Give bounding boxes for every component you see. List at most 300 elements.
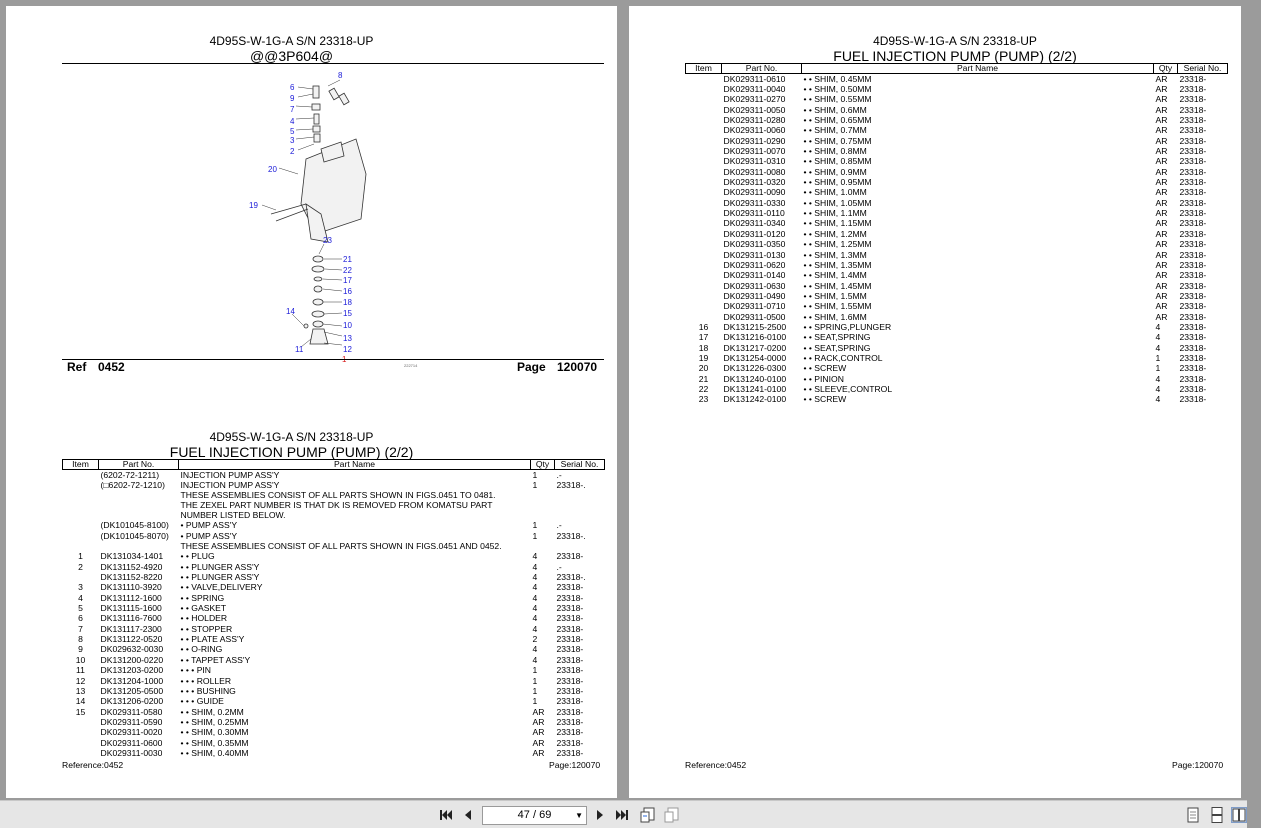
cell-qty: 1 [532,685,538,696]
table-row [686,94,1228,104]
cell-part-no: DK029311-0090 [723,187,786,198]
cell-item [686,84,722,94]
cell-qty: 4 [532,603,538,614]
cell-part-name: • • SHIM, 0.75MM [803,135,872,146]
table-row [63,520,605,530]
cell-serial: 23318- [1179,218,1207,229]
table-row [63,572,605,582]
table-row [63,707,605,717]
cell-item [686,281,722,291]
cell-qty: AR [532,716,545,727]
table-header-row [686,64,1228,74]
cell-item [686,167,722,177]
table-row [686,156,1228,166]
cell-part-name: • • PINION [803,373,844,384]
cell-part-name: • • PLATE ASS'Y [180,634,245,645]
col-header-part-no: Part No. [722,64,802,74]
single-page-view-button[interactable] [1185,807,1201,823]
callout-11: 11 [295,345,304,354]
parts-table-right [685,63,1228,405]
table-row [686,84,1228,94]
cell-part-name: • • SHIM, 0.30MM [180,727,249,738]
table-row [63,717,605,727]
cell-item [63,717,99,727]
right-page [629,6,1241,798]
cell-part-no: DK029311-0040 [723,84,786,94]
table-row [686,125,1228,135]
cell-item: 18 [698,342,709,353]
cell-serial: 23318-. [556,530,586,541]
cell-item [686,301,722,311]
diagram-code-mark: 222714 [404,363,418,368]
cell-part-name: • • SHIM, 0.7MM [803,125,867,136]
cell-serial: 23318- [1179,208,1207,219]
cell-part-name: • PUMP ASS'Y [180,530,238,541]
cell-part-no: DK131115-1600 [100,603,162,614]
cell-item [686,187,722,197]
table-row [63,531,605,541]
cell-item: 20 [698,363,709,374]
table-row [686,74,1228,85]
cell-part-name: • • SHIM, 0.8MM [803,146,867,157]
cell-part-name: • • SHIM, 0.65MM [803,115,872,126]
table-row [63,738,605,748]
table-row [63,665,605,675]
cell-item [686,270,722,280]
cell-serial: 23318- [556,623,584,634]
cell-qty: AR [1155,125,1168,136]
cell-part-no: DK029311-0590 [100,716,163,727]
cell-qty: AR [532,727,545,738]
single-page-view-icon [1187,807,1199,823]
cell-part-name: • • SHIM, 0.40MM [180,747,249,758]
table-row [686,353,1228,363]
cell-part-no: DK029311-0350 [723,239,786,250]
cell-part-no: DK131242-0100 [723,394,787,405]
cell-part-no: DK029311-0320 [723,177,786,188]
cell-serial: 23318- [556,582,584,593]
table-row [686,291,1228,301]
page-value: 120070 [557,360,598,374]
callout-22: 22 [343,266,352,275]
cell-qty: AR [1155,301,1168,312]
cell-item [63,748,99,758]
cell-part-no: DK029311-0310 [723,156,786,167]
col-header-serial: Serial No. [1178,64,1228,74]
cell-part-name: • • • BUSHING [180,685,236,696]
cell-item: 22 [698,383,709,394]
cell-qty: 4 [1155,373,1161,384]
cell-serial: 23318- [556,551,584,562]
footer-page: Page:120070 [1172,760,1224,770]
cell-part-name: • • VALVE,DELIVERY [180,582,263,593]
fit-width-button[interactable] [664,807,680,823]
table-row [63,644,605,654]
cell-part-name: • • SHIM, 0.6MM [803,104,867,115]
cell-qty: 1 [532,675,538,686]
cell-serial: 23318- [556,685,584,696]
prev-page-button[interactable] [460,807,476,823]
cell-serial: 23318- [556,716,584,727]
cell-part-no: DK029311-0340 [723,218,786,229]
table-row [63,696,605,706]
cell-part-name: • • GASKET [180,603,227,614]
cell-item [63,520,99,530]
cell-qty: AR [1155,290,1168,301]
callout-10: 10 [343,321,352,330]
cell-part-name: • • O-RING [180,644,223,655]
table-row [686,281,1228,291]
cell-qty: 4 [532,572,538,583]
table-row [686,343,1228,353]
cell-serial: 23318- [1179,115,1207,126]
table-row [63,686,605,696]
cell-serial: 23318- [1179,280,1207,291]
cell-part-name: • • SHIM, 1.6MM [803,311,867,322]
diagram-group-code: @@3P604@ [249,48,334,64]
two-page-view-button[interactable] [1231,807,1247,823]
cell-item [686,260,722,270]
cell-part-name: • • PLUNGER ASS'Y [180,572,260,583]
cell-serial: 23318- [556,603,584,614]
cell-serial: 23318-. [556,480,586,490]
cell-part-no: DK029311-0290 [723,135,786,146]
footer-reference: Reference:0452 [685,760,747,770]
cell-qty: 1 [1155,363,1161,374]
cell-serial: 23318- [1179,74,1207,84]
cell-qty: AR [1155,84,1168,94]
viewer-toolbar [0,800,1247,828]
cell-serial: 23318- [1179,311,1207,322]
prev-page-icon [463,809,473,821]
note-spacer [63,490,179,520]
cell-serial: 23318- [1179,156,1207,167]
cell-item: 15 [75,706,86,717]
cell-item: 9 [78,644,83,655]
cell-part-no: DK029311-0130 [723,249,786,260]
table-row [686,177,1228,187]
cell-item [686,229,722,239]
cell-qty: AR [1155,311,1168,322]
cell-item: 12 [75,675,86,686]
cell-item [686,156,722,166]
cell-item [686,312,722,322]
table-row [686,198,1228,208]
next-page-button[interactable] [592,807,608,823]
cell-serial: 23318- [1179,373,1207,384]
cell-qty: AR [532,737,545,748]
table-row [63,470,605,481]
table-row [63,562,605,572]
cell-part-name: • • SHIM, 1.55MM [803,301,872,312]
cell-part-no: DK131241-0100 [723,383,787,394]
cell-part-name: • • SHIM, 0.9MM [803,166,867,177]
cell-part-no: DK029311-0610 [723,74,786,84]
cell-serial: 23318- [556,737,584,748]
cell-part-name: • • SEAT,SPRING [803,332,871,343]
cell-item [686,177,722,187]
cell-item [63,480,99,490]
callout-17: 17 [343,276,352,285]
page-number-select[interactable] [482,806,587,825]
cell-qty: 1 [532,470,538,480]
cell-serial: 23318- [1179,352,1207,363]
callout-13: 13 [343,334,352,343]
table-row [63,748,605,758]
table-row [63,593,605,603]
cell-qty: 2 [532,634,538,645]
cell-part-no: DK131203-0200 [100,665,164,676]
cell-qty: AR [1155,166,1168,177]
cell-part-no: DK131122-0520 [100,634,163,645]
table-row [686,208,1228,218]
cell-serial: 23318- [1179,270,1207,281]
table-row [686,250,1228,260]
table-row [686,229,1228,239]
cell-part-name: • • TAPPET ASS'Y [180,654,251,665]
cell-qty: 4 [1155,383,1161,394]
cell-qty: 4 [532,623,538,634]
callout-8: 8 [338,71,343,80]
cell-serial: 23318- [556,706,584,717]
cell-qty: AR [1155,156,1168,167]
cell-serial: 23318- [1179,239,1207,250]
ref-value: 0452 [98,360,125,374]
cell-part-name: • • SHIM, 1.5MM [803,290,867,301]
cell-serial: 23318- [1179,363,1207,374]
ref-label: Ref [67,360,87,374]
cell-part-name: • • SHIM, 1.15MM [803,218,872,229]
continuous-view-button[interactable] [1209,807,1225,823]
cell-part-name: • • SHIM, 1.35MM [803,259,872,270]
cell-serial: 23318- [1179,84,1207,94]
cell-item: 17 [698,332,709,343]
cell-qty: AR [1155,94,1168,105]
diagram-model-header: 4D95S-W-1G-A S/N 23318-UP [209,34,374,48]
cell-item [686,115,722,125]
cell-qty: 4 [532,613,538,624]
cell-part-no: DK029311-0080 [723,166,786,177]
cell-serial: 23318- [556,747,584,758]
cell-serial: .- [556,561,562,572]
cell-part-no: DK131152-4920 [100,561,163,572]
cell-part-no: DK131110-3920 [100,582,162,593]
table-row [686,218,1228,228]
table-row [686,363,1228,373]
cell-part-no: DK131216-0100 [723,332,787,343]
cell-part-name: • PUMP ASS'Y [180,520,238,531]
cell-serial: 23318- [1179,259,1207,270]
cell-item [686,74,722,85]
continuous-view-icon [1211,807,1223,823]
cell-item: 11 [76,665,85,676]
table-header-row [63,460,605,470]
callout-3: 3 [290,136,295,145]
cell-part-no: DK029311-0710 [723,301,786,312]
cell-item: 2 [78,561,83,572]
cell-qty: AR [532,747,545,758]
cell-serial: 23318- [1179,94,1207,105]
two-page-view-icon [1232,808,1246,822]
cell-part-no: DK029311-0060 [723,125,786,136]
cell-qty: AR [1155,270,1168,281]
cell-part-no: DK029311-0280 [723,115,786,126]
cell-qty: AR [1155,187,1168,198]
cell-serial: .- [556,520,562,531]
left-page [6,6,617,798]
cell-serial: 23318- [1179,166,1207,177]
cell-part-name: • • SHIM, 0.85MM [803,156,872,167]
cell-part-no: DK029311-0500 [723,311,786,322]
cell-item [686,105,722,115]
cell-part-no: DK029632-0030 [100,644,164,655]
cell-qty: 1 [532,696,538,707]
cell-qty: AR [1155,74,1168,84]
table-row [63,655,605,665]
cell-qty: 4 [532,644,538,655]
table-row [686,270,1228,280]
cell-serial: 23318-. [556,572,586,583]
cell-qty: AR [1155,115,1168,126]
callout-15: 15 [343,309,352,318]
cell-serial: 23318- [556,644,584,655]
cell-qty: 4 [532,654,538,665]
cell-item: 14 [75,696,86,707]
callout-16: 16 [343,287,352,296]
cell-qty: 4 [1155,332,1161,343]
cell-part-no: DK029311-0490 [723,290,786,301]
cell-qty: AR [1155,218,1168,229]
callout-20: 20 [268,165,277,174]
table-row [686,146,1228,156]
callout-23: 23 [323,236,332,245]
table-row [686,312,1228,322]
cell-serial: 23318- [1179,332,1207,343]
cell-item [686,125,722,135]
cell-item: 21 [698,373,709,384]
next-page-icon [595,809,605,821]
cell-part-no: DK029311-0620 [723,259,786,270]
cell-item: 13 [75,685,86,696]
cell-part-no: DK131116-7600 [100,613,162,624]
assembly-note: THESE ASSEMBLIES CONSIST OF ALL PARTS SHOWN IN FIGS.0451 AND 0452. [180,541,502,552]
col-header-item: Item [686,64,722,74]
table-row [686,105,1228,115]
cell-part-name: • • SHIM, 1.2MM [803,228,867,239]
note-spacer [63,541,179,551]
cell-part-name: • • SHIM, 0.25MM [180,716,249,727]
cell-part-no: DK131034-1401 [100,551,164,562]
cell-part-name: • • HOLDER [180,613,228,624]
cell-item [63,572,99,582]
cell-serial: 23318- [1179,125,1207,136]
cell-part-no: (6202-72-1211) [100,470,160,480]
cell-part-no: DK131205-0500 [100,685,164,696]
cell-part-name: • • SHIM, 0.55MM [803,94,872,105]
cell-part-no: DK131200-0220 [100,654,164,665]
cell-part-name: • • PLUG [180,551,215,562]
chevron-down-icon: ▼ [575,811,583,820]
cell-item [686,208,722,218]
cell-item [63,727,99,737]
cell-qty: AR [1155,197,1168,208]
cell-part-no: DK131112-1600 [100,592,162,603]
cell-qty: AR [1155,249,1168,260]
cell-part-no: DK131217-0200 [723,342,787,353]
cell-item [63,738,99,748]
cell-serial: 23318- [556,727,584,738]
cell-part-name: • • SHIM, 1.45MM [803,280,872,291]
cell-qty: 4 [1155,321,1161,332]
cell-part-no: (□6202-72-1210) [100,480,165,490]
cell-serial: 23318- [556,654,584,665]
table-row [63,480,605,490]
fit-width-icon [664,807,680,823]
cell-part-name: • • SHIM, 0.45MM [803,74,872,84]
callout-12: 12 [343,345,352,354]
cell-part-name: • • PLUNGER ASS'Y [180,561,260,572]
cell-part-no: DK029311-0270 [723,94,786,105]
cell-part-name: • • SHIM, 0.50MM [803,84,872,94]
cell-item: 4 [78,592,83,603]
table-model-header: 4D95S-W-1G-A S/N 23318-UP [209,430,374,444]
cell-part-name: • • SCREW [803,394,847,405]
table-model-header: 4D95S-W-1G-A S/N 23318-UP [873,34,1037,48]
cell-item [686,239,722,249]
cell-item [63,470,99,481]
cell-part-no: DK029311-0140 [723,270,786,281]
cell-part-no: DK131240-0100 [723,373,787,384]
last-page-button[interactable] [614,807,630,823]
cell-item: 1 [78,551,83,562]
col-header-part-no: Part No. [99,460,179,470]
table-row [686,374,1228,384]
cell-part-name: • • RACK,CONTROL [803,352,883,363]
cell-part-no: DK029311-0020 [100,727,163,738]
table-row [686,115,1228,125]
cell-item [686,291,722,301]
cell-qty: 4 [532,551,538,562]
cell-serial: 23318- [1179,146,1207,157]
first-page-button[interactable] [438,807,454,823]
callout-19: 19 [249,201,258,210]
table-row [686,301,1228,311]
cell-serial: 23318- [1179,197,1207,208]
cell-part-name: • • SPRING,PLUNGER [803,321,892,332]
cell-part-name: • • SHIM, 1.0MM [803,187,867,198]
cell-part-name: • • SHIM, 0.2MM [180,706,244,717]
cell-qty: 4 [1155,342,1161,353]
callout-21: 21 [343,255,352,264]
cell-qty: AR [1155,239,1168,250]
cell-part-no: DK029311-0600 [100,737,163,748]
first-page-icon [439,809,453,821]
cell-item: 8 [78,634,83,645]
cell-part-name: • • • PIN [180,665,212,676]
cell-part-no: (DK101045-8070) [100,530,169,541]
cell-part-name: • • STOPPER [180,623,233,634]
cell-serial: 23318- [556,665,584,676]
cell-part-name: INJECTION PUMP ASS'Y [180,480,280,490]
cell-item: 16 [698,321,709,332]
table-row [686,332,1228,342]
cell-item: 5 [78,603,83,614]
cell-part-no: DK131204-1000 [100,675,164,686]
fit-page-button[interactable] [640,807,656,823]
cell-qty: 1 [532,480,538,490]
table-row [63,541,605,551]
cell-serial: 23318- [1179,249,1207,260]
